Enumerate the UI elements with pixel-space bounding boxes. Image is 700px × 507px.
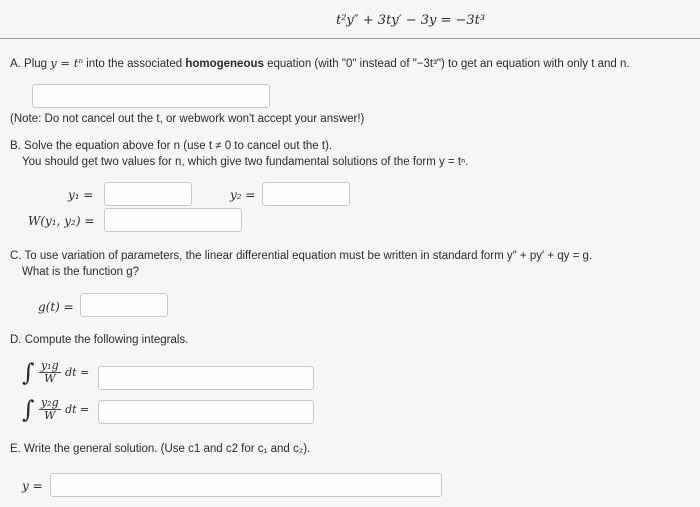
- part-a-text-mid: into the associated: [83, 58, 186, 70]
- general-solution-label: y =: [22, 479, 43, 493]
- part-a-text-post: equation (with "0" instead of "−3t³") to get an equation with only t and n.: [263, 58, 630, 70]
- header-equation: t²y″ + 3ty′ − 3y = −3t³: [336, 13, 486, 28]
- y2-label: y₂ =: [230, 188, 256, 202]
- part-a-note: (Note: Do not cancel out the t, or webwork won't accept your answer!): [10, 113, 365, 125]
- integral-1-fraction: [39, 360, 61, 385]
- integral-2-fraction: [39, 397, 61, 422]
- part-a-text-pre: A. Plug: [10, 58, 51, 70]
- header-divider: [0, 38, 700, 39]
- part-e-heading: E. Write the general solution. (Use c1 and c2 for c₁ and c₂).: [10, 443, 311, 455]
- integral-1-answer-input[interactable]: [98, 366, 314, 390]
- part-d-heading: D. Compute the following integrals.: [10, 334, 189, 346]
- part-a-plug-math: y = tⁿ: [50, 56, 84, 70]
- part-b-line2: You should get two values for n, which give two fundamental solutions of the form y = tⁿ.: [22, 156, 469, 168]
- part-c-line2: What is the function g?: [22, 266, 139, 278]
- part-c-line1: C. To use variation of parameters, the linear differential equation must be written in standard form y″ + py′ + qy = g.: [10, 250, 593, 262]
- integral-1-symbol: ∫: [22, 358, 35, 387]
- part-a-instruction: [10, 56, 630, 70]
- y1-answer-input[interactable]: [104, 182, 192, 206]
- part-a-answer-input[interactable]: [32, 84, 270, 108]
- part-a-bold-word: homogeneous: [185, 58, 264, 70]
- integral-2: [22, 397, 89, 422]
- g-label: g(t) =: [38, 300, 74, 314]
- integral-2-numerator: y₂g: [40, 396, 59, 409]
- integral-1-dt-label: dt =: [65, 366, 90, 379]
- integral-1: [22, 360, 89, 385]
- wronskian-answer-input[interactable]: [104, 208, 242, 232]
- integral-2-symbol: ∫: [22, 395, 35, 424]
- part-b-line1: B. Solve the equation above for n (use t ≠ 0 to cancel out the t).: [10, 140, 333, 152]
- wronskian-label: W(y₁, y₂) =: [28, 214, 95, 228]
- g-answer-input[interactable]: [80, 293, 168, 317]
- integral-2-denominator: W: [44, 409, 56, 422]
- y2-answer-input[interactable]: [262, 182, 350, 206]
- integral-2-dt-label: dt =: [65, 403, 90, 416]
- y1-label: y₁ =: [68, 188, 94, 202]
- integral-2-answer-input[interactable]: [98, 400, 314, 424]
- integral-1-denominator: W: [44, 372, 56, 385]
- integral-1-numerator: y₁g: [40, 359, 59, 372]
- general-solution-input[interactable]: [50, 473, 442, 497]
